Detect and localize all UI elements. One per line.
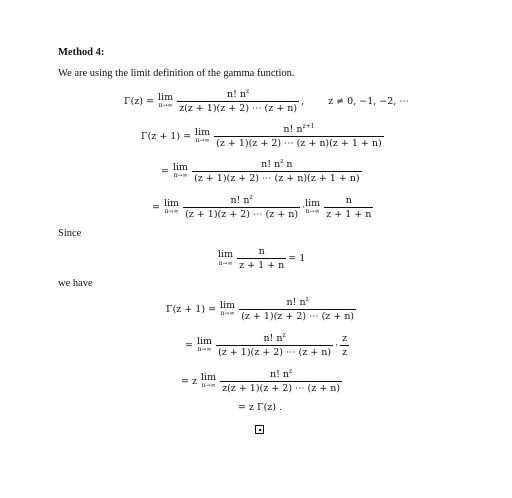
eq7-numerator-1: n! $n^z$: [263, 332, 286, 345]
eq7-denominator-2: z: [342, 346, 348, 358]
eq5-denominator: z + 1 + n: [239, 260, 285, 271]
we-have-text: we have: [58, 278, 93, 289]
equals-sign: =: [161, 165, 169, 177]
limit-operator: lim n→∞: [195, 126, 211, 145]
eq5-numerator: n: [258, 246, 265, 257]
limit-operator: lim n→∞: [201, 371, 217, 390]
gamma-z-plus-1-final-step2: [185, 332, 351, 358]
eq1-condition: z ≠ 0, −1, −2, ⋯: [328, 95, 409, 107]
method-heading: Method 4:: [58, 47, 105, 58]
eq4-denominator-2: z + 1 + n: [326, 208, 372, 220]
gamma-z-plus-1-final-step3: [181, 368, 344, 394]
eq8-denominator: z(z + 1)(z + 2) ⋯ (z + n): [222, 383, 341, 395]
gamma-definition: [124, 88, 409, 114]
intro-text: We are using the limit definition of the gamma function.: [58, 68, 295, 79]
eq2-fraction: [214, 123, 384, 149]
eq7-fraction-1: [216, 332, 333, 358]
final-result: [238, 402, 282, 413]
eq1-fraction: [177, 88, 299, 114]
eq1-denominator: z(z + 1)(z + 2) ⋯ (z + n): [179, 103, 298, 115]
eq7-denominator-1: (z + 1)(z + 2) ⋯ (z + n): [218, 347, 332, 359]
eq9-text: = z Γ(z) .: [238, 402, 283, 413]
eq4-fraction-2: [324, 195, 373, 220]
limit-operator: lim n→∞: [163, 197, 180, 216]
equals-sign: =: [185, 339, 193, 351]
since-text: Since: [58, 228, 82, 239]
eq1-comma: ,: [301, 95, 305, 107]
limit-operator: lim n→∞: [196, 335, 213, 354]
eq4-fraction-1: [183, 194, 300, 220]
gamma-z-plus-1-step1: [141, 123, 386, 149]
eq2-denominator: (z + 1)(z + 2) ⋯ (z + n)(z + 1 + n): [216, 138, 382, 150]
eq4-denominator-1: (z + 1)(z + 2) ⋯ (z + n): [185, 209, 299, 221]
qed-box-icon: [255, 425, 264, 434]
eq6-numerator: n! $n^z$: [286, 296, 309, 309]
eq3-fraction: [192, 158, 362, 184]
eq4-numerator-1: n! $n^z$: [230, 194, 253, 207]
equals-z: = z: [181, 375, 197, 387]
eq7-numerator-2: z: [342, 332, 348, 344]
eq2-numerator: n! $n^{z+1}$: [283, 123, 315, 136]
limit-operator: lim n→∞: [218, 249, 234, 267]
eq5-fraction: [237, 246, 286, 271]
eq8-numerator: n! $n^z$: [269, 368, 293, 381]
gamma-z-plus-1-final-step1: [166, 296, 358, 322]
limit-operator: lim n→∞: [158, 91, 174, 110]
eq6-denominator: (z + 1)(z + 2) ⋯ (z + n): [241, 311, 355, 323]
equals-sign: =: [152, 201, 160, 213]
eq6-lhs: Γ(z + 1) =: [166, 303, 217, 315]
eq8-fraction: [220, 368, 342, 394]
multiply-dot: ·: [302, 201, 306, 213]
limit-operator: lim n→∞: [305, 197, 321, 216]
eq4-numerator-2: n: [345, 194, 352, 206]
eq1-lhs: Γ(z) =: [124, 95, 154, 107]
eq2-lhs: Γ(z + 1) =: [141, 130, 192, 142]
eq7-fraction-2: [340, 333, 349, 358]
limit-operator: lim n→∞: [172, 161, 189, 180]
limit-equals-one: [218, 246, 305, 271]
gamma-z-plus-1-step2: [161, 158, 364, 184]
eq3-numerator: n! $n^z$ n: [261, 158, 293, 171]
eq1-numerator: n! $n^z$: [226, 88, 250, 101]
eq3-denominator: (z + 1)(z + 2) ⋯ (z + n)(z + 1 + n): [194, 173, 360, 185]
eq5-rhs: = 1: [288, 253, 306, 264]
limit-operator: lim n→∞: [220, 299, 236, 318]
multiply-dot: ·: [335, 339, 339, 351]
eq6-fraction: [239, 296, 356, 322]
gamma-z-plus-1-step3: [152, 194, 375, 220]
